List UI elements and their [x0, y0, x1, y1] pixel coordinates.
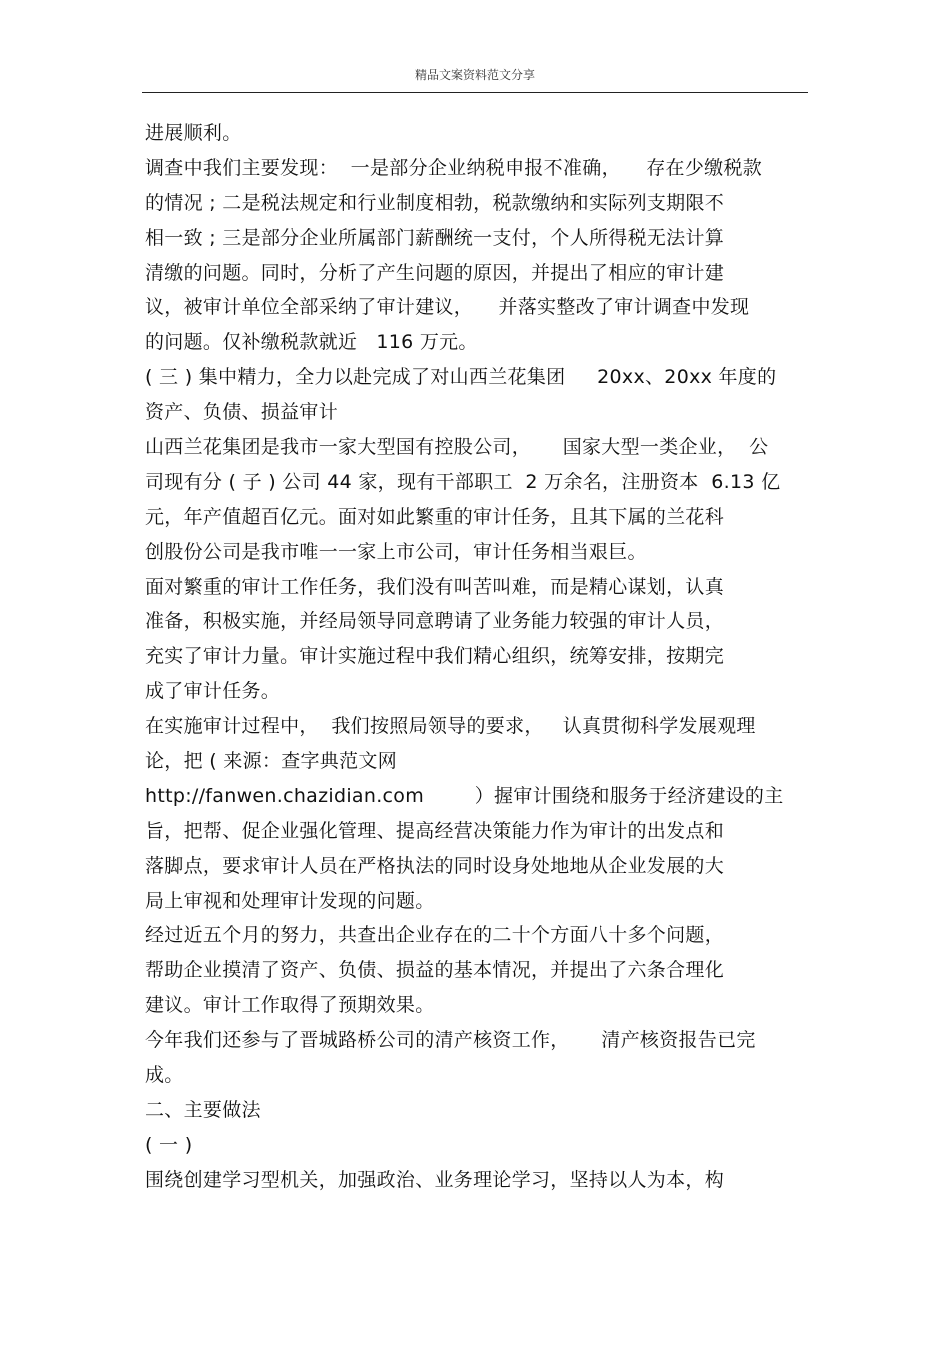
text-line: 建议。审计工作取得了预期效果。: [145, 994, 435, 1017]
header-divider: [142, 92, 808, 93]
text-line: 今年我们还参与了晋城路桥公司的清产核资工作， 清产核资报告已完: [145, 1029, 756, 1052]
text-line: 的情况 ; 二是税法规定和行业制度相勃，税款缴纳和实际列支期限不: [145, 191, 725, 214]
text-line: 充实了审计力量。审计实施过程中我们精心组织，统筹安排，按期完: [145, 645, 725, 668]
text-line: 准备，积极实施，并经局领导同意聘请了业务能力较强的审计人员，: [145, 610, 725, 633]
text-line: 局上审视和处理审计发现的问题。: [145, 889, 435, 912]
text-line: 创股份公司是我市唯一一家上市公司，审计任务相当艰巨。: [145, 540, 647, 563]
text-line: 的问题。仅补缴税款就近 116 万元。: [145, 331, 478, 354]
text-line: 成。: [145, 1064, 184, 1087]
text-line: 元，年产值超百亿元。面对如此繁重的审计任务，且其下属的兰花科: [145, 505, 725, 528]
text-line: 经过近五个月的努力，共查出企业存在的二十个方面八十多个问题，: [145, 924, 725, 947]
section-heading: 二、主要做法: [145, 1098, 261, 1121]
text-line: http://fanwen.chazidian.com ）握审计围绕和服务于经济建设的主: [145, 784, 784, 807]
text-line: 围绕创建学习型机关，加强政治、业务理论学习，坚持以人为本，构: [145, 1168, 725, 1191]
text-line: 面对繁重的审计工作任务，我们没有叫苦叫难，而是精心谋划，认真: [145, 575, 725, 598]
section-heading: 资产、负债、损益审计: [145, 401, 339, 424]
text-line: 议，被审计单位全部采纳了审计建议， 并落实整改了审计调查中发现: [145, 296, 750, 319]
text-line: 山西兰花集团是我市一家大型国有控股公司， 国家大型一类企业， 公: [145, 436, 769, 459]
text-line: 相一致 ; 三是部分企业所属部门薪酬统一支付，个人所得税无法计算: [145, 226, 725, 249]
text-line: 在实施审计过程中， 我们按照局领导的要求， 认真贯彻科学发展观理: [145, 715, 756, 738]
text-line: 进展顺利。: [145, 122, 242, 144]
text-line: 司现有分 ( 子 ) 公司 44 家，现有干部职工 2 万余名，注册资本 6.13 亿: [145, 470, 781, 493]
text-line: 清缴的问题。同时，分析了产生问题的原因，并提出了相应的审计建: [145, 261, 725, 284]
text-line: 落脚点，要求审计人员在严格执法的同时设身处地地从企业发展的大: [145, 854, 725, 877]
text-line: 帮助企业摸清了资产、负债、损益的基本情况，并提出了六条合理化: [145, 959, 725, 982]
section-heading: ( 一 ): [145, 1133, 193, 1156]
text-line: 旨，把帮、促企业强化管理、提高经营决策能力作为审计的出发点和: [145, 819, 725, 842]
text-line: 论，把 ( 来源：查字典范文网: [145, 750, 397, 773]
text-line: 调查中我们主要发现： 一是部分企业纳税申报不准确， 存在少缴税款: [145, 156, 763, 179]
document-body: [145, 116, 815, 1198]
section-heading: ( 三 ) 集中精力，全力以赴完成了对山西兰花集团 20xx、20xx 年度的: [145, 366, 777, 389]
text-line: 成了审计任务。: [145, 680, 281, 703]
page-header: 精品文案资料范文分享: [414, 68, 535, 82]
